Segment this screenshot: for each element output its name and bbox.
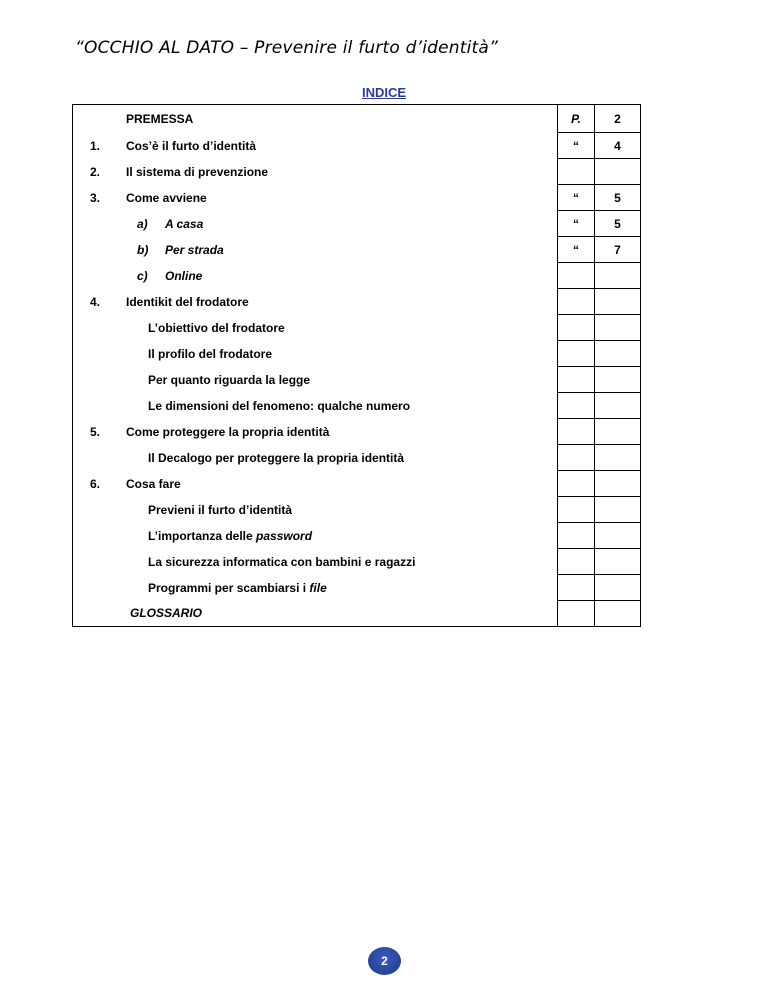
toc-entry-label [148,555,415,569]
toc-page-number: 5 [595,211,641,237]
running-header: “OCCHIO AL DATO – Prevenire il furto d’identità” [75,38,499,58]
toc-entry-label [126,139,256,153]
toc-entry-label-italic: file [309,580,327,595]
toc-entry-cell [73,211,558,237]
toc-page-ref [558,549,595,575]
toc-page-ref [558,497,595,523]
toc-entry-number: 6. [90,476,101,491]
toc-entry-label-text: L’obiettivo del frodatore [148,320,285,335]
toc-entry-label [148,529,312,543]
toc-entry-number: 4. [90,294,101,309]
toc-entry-label-text: GLOSSARIO [130,606,203,621]
toc-entry-label [148,451,404,465]
toc-entry-cell [73,341,558,367]
toc-page-number: 2 [595,105,641,133]
toc-row [73,185,641,211]
toc-row [73,471,641,497]
toc-entry-cell [73,549,558,575]
toc-entry-label [165,243,224,257]
toc-entry-number: 3. [90,190,101,205]
toc-entry-marker: c) [137,268,148,283]
toc-entry-label [126,165,268,179]
toc-page-ref: “ [558,211,595,237]
toc-page-ref: “ [558,133,595,159]
toc-entry-label [126,477,181,491]
toc-entry-label [148,581,327,595]
toc-entry-label-text: A casa [165,216,204,231]
toc-entry-label-text: Come avviene [126,190,207,205]
toc-entry-cell [73,445,558,471]
toc-entry-cell [73,497,558,523]
toc-page-number [595,497,641,523]
toc-row [73,575,641,601]
toc-entry-cell [73,471,558,497]
toc-row [73,263,641,289]
toc-entry-label-text: Cos’è il furto d’identità [126,138,257,153]
toc-entry-label-text: Previeni il furto d’identità [148,502,293,517]
toc-entry-number: 1. [90,138,101,153]
toc-entry-label-text: Per strada [165,242,224,257]
toc-entry-label-text: Programmi per scambiarsi i [148,580,310,595]
toc-page-number [595,367,641,393]
toc-page-number [595,601,641,627]
toc-entry-cell [73,367,558,393]
toc-entry-label [148,373,310,387]
toc-entry-label-italic: password [256,528,313,543]
toc-entry-cell [73,159,558,185]
toc-entry-number: 2. [90,164,101,179]
toc-page-ref [558,471,595,497]
toc-entry-number: 5. [90,424,101,439]
toc-page-number: 7 [595,237,641,263]
toc-entry-cell [73,237,558,263]
toc-entry-cell [73,523,558,549]
toc-page-number [595,445,641,471]
toc-entry-label-text: Online [165,268,203,283]
toc-entry-cell [73,575,558,601]
toc-entry-label-text: La sicurezza informatica con bambini e ragazzi [148,554,416,569]
toc-entry-label [148,503,292,517]
toc-row [73,393,641,419]
toc-entry-label [126,112,193,126]
toc-page-ref: “ [558,185,595,211]
toc-page-ref [558,315,595,341]
toc-entry-label-text: Come proteggere la propria identità [126,424,330,439]
toc-title: INDICE [361,85,407,100]
toc-entry-marker: a) [137,216,148,231]
toc-page-number: 4 [595,133,641,159]
toc-page-number [595,523,641,549]
toc-entry-label [165,217,203,231]
toc-entry-label [126,425,329,439]
page-number-badge: 2 [368,947,401,975]
toc-entry-label-text: PREMESSA [126,111,194,126]
toc-page-number [595,393,641,419]
toc-entry-label [126,191,207,205]
toc-page-ref [558,523,595,549]
toc-page-ref: “ [558,237,595,263]
toc-page-ref [558,393,595,419]
toc-entry-label [148,399,410,413]
toc-entry-label-text: Le dimensioni del fenomeno: qualche numero [148,398,411,413]
toc-entry-cell [73,185,558,211]
toc-entry-cell [73,315,558,341]
toc-entry-label [148,321,285,335]
toc-page-number [595,315,641,341]
toc-row [73,523,641,549]
toc-entry-cell [73,419,558,445]
toc-row [73,289,641,315]
toc-row [73,105,641,133]
toc-entry-cell [73,133,558,159]
toc-page-number [595,549,641,575]
toc-entry-label-text: Il Decalogo per proteggere la propria identità [148,450,405,465]
toc-row [73,445,641,471]
toc-row [73,237,641,263]
toc-page-number [595,419,641,445]
toc-entry-label-text: Il sistema di prevenzione [126,164,269,179]
toc-row [73,341,641,367]
toc-row [73,497,641,523]
toc-page-ref [558,341,595,367]
toc-row [73,367,641,393]
table-of-contents [72,104,641,627]
toc-page-ref [558,445,595,471]
toc-page-ref: P. [558,105,595,133]
toc-page-ref [558,367,595,393]
toc-row [73,211,641,237]
toc-row [73,601,641,627]
toc-entry-label [165,269,202,283]
toc-page-number [595,575,641,601]
toc-page-ref [558,601,595,627]
toc-row [73,159,641,185]
toc-page-ref [558,289,595,315]
toc-entry-label [126,295,249,309]
toc-page-ref [558,419,595,445]
toc-entry-marker: b) [137,242,149,257]
toc-entry-cell [73,263,558,289]
toc-entry-label-text: Identikit del frodatore [126,294,249,309]
toc-entry-cell [73,289,558,315]
toc-entry-cell [73,393,558,419]
toc-page-ref [558,575,595,601]
toc-page-number [595,341,641,367]
toc-row [73,549,641,575]
toc-page-number [595,471,641,497]
toc-entry-label [148,347,272,361]
toc-page-number [595,289,641,315]
toc-entry-label [130,606,202,620]
toc-page-number [595,159,641,185]
toc-entry-cell [73,601,558,627]
toc-row [73,315,641,341]
toc-entry-label-text: Cosa fare [126,476,181,491]
toc-entry-label-text: Il profilo del frodatore [148,346,273,361]
toc-page-ref [558,263,595,289]
toc-page-ref [558,159,595,185]
toc-entry-label-text: L’importanza delle [148,528,257,543]
toc-entry-cell [73,105,558,133]
toc-entry-label-text: Per quanto riguarda la legge [148,372,311,387]
toc-row [73,419,641,445]
toc-page-number [595,263,641,289]
toc-row [73,133,641,159]
toc-page-number: 5 [595,185,641,211]
